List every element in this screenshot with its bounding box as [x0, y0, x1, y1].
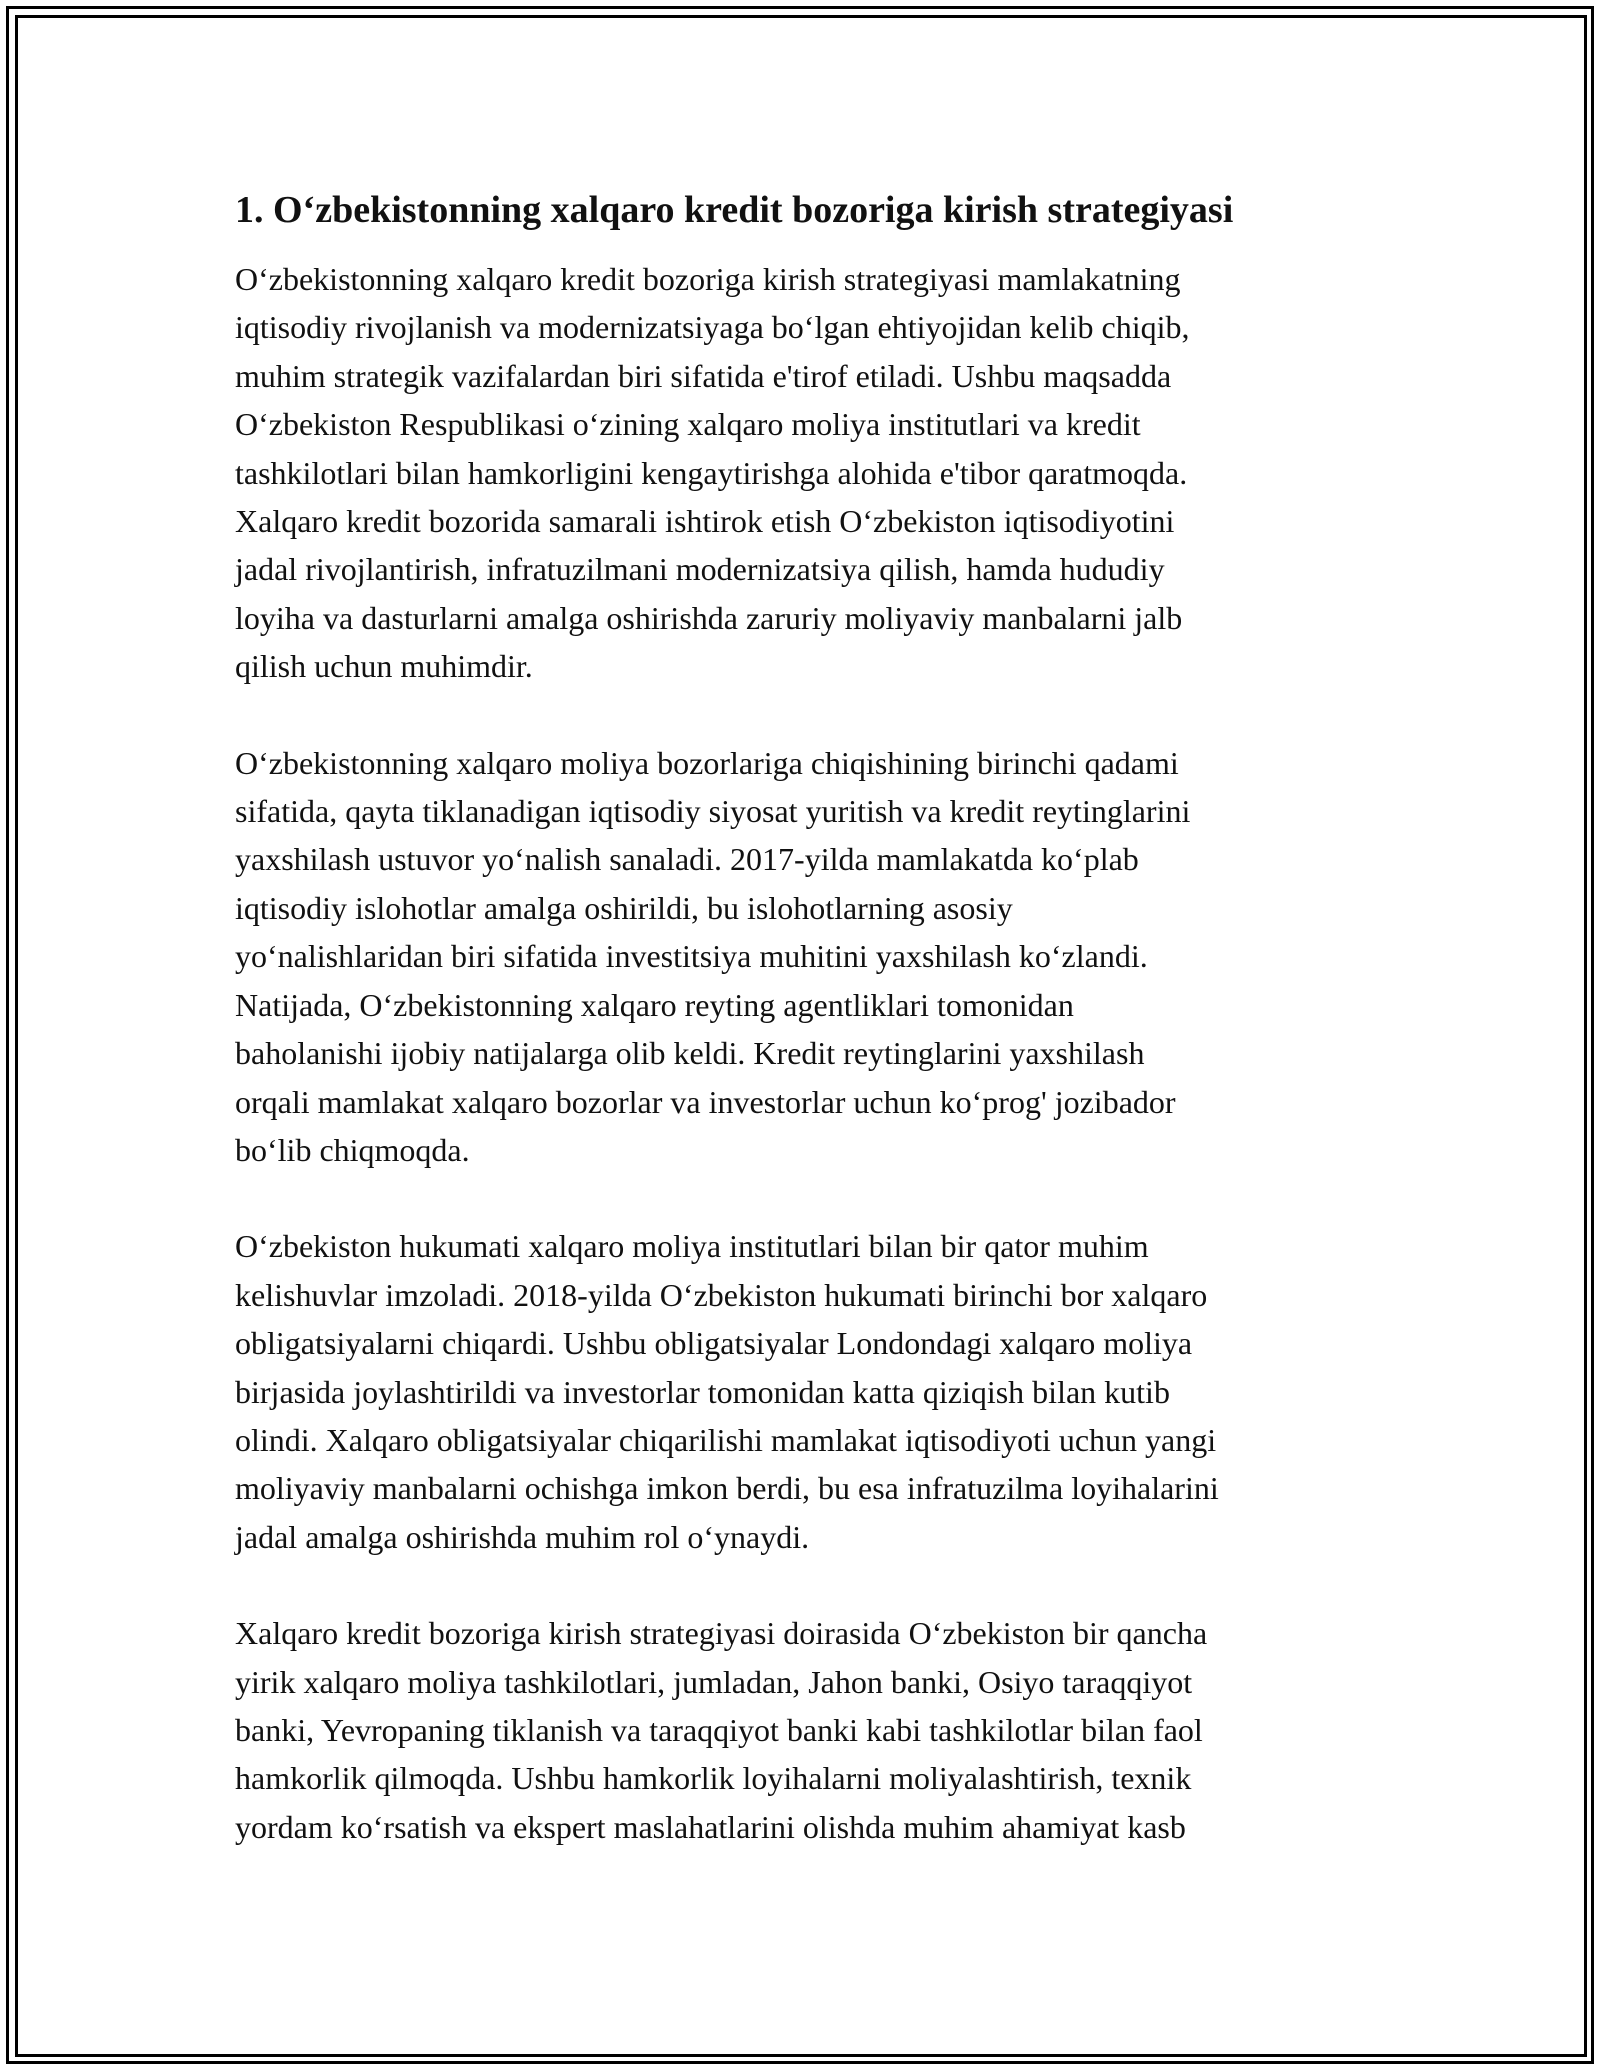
text-line: qilish uchun muhimdir. [235, 648, 533, 685]
text-line: Xalqaro kredit bozoriga kirish strategiyasi doirasida O‘zbekiston bir qancha [235, 1615, 1208, 1652]
text-line: tashkilotlari bilan hamkorligini kengaytirishga alohida e'tibor qaratmoqda. [235, 454, 1188, 491]
paragraph-4 [235, 1609, 1385, 1851]
paragraph-2 [235, 739, 1385, 1175]
text-line: yirik xalqaro moliya tashkilotlari, jumladan, Jahon banki, Osiyo taraqqiyot [235, 1663, 1193, 1700]
text-line: Natijada, O‘zbekistonning xalqaro reyting agentliklari tomonidan [235, 986, 1074, 1023]
text-line: muhim strategik vazifalardan biri sifatida e'tirof etiladi. Ushbu maqsadda [235, 357, 1172, 394]
text-line: jadal amalga oshirishda muhim rol o‘ynaydi. [235, 1518, 810, 1555]
text-line: O‘zbekiston hukumati xalqaro moliya institutlari bilan bir qator muhim [235, 1228, 1149, 1265]
text-line: orqali mamlakat xalqaro bozorlar va investorlar uchun ko‘prog' jozibador [235, 1083, 1176, 1120]
text-line: iqtisodiy islohotlar amalga oshirildi, bu islohotlarning asosiy [235, 889, 1013, 926]
text-line: O‘zbekistonning xalqaro kredit bozoriga kirish strategiyasi mamlakatning [235, 261, 1181, 297]
text-line: Xalqaro kredit bozorida samarali ishtirok etish O‘zbekiston iqtisodiyotini [235, 503, 1175, 540]
text-line: iqtisodiy rivojlanish va modernizatsiyaga bo‘lgan ehtiyojidan kelib chiqib, [235, 309, 1190, 346]
text-line: jadal rivojlantirish, infratuzilmani modernizatsiya qilish, hamda hududiy [235, 551, 1165, 588]
text-line: kelishuvlar imzoladi. 2018-yilda O‘zbekiston hukumati birinchi bor xalqaro [235, 1276, 1208, 1313]
text-line: yo‘nalishlaridan biri sifatida investitsiya muhitini yaxshilash ko‘zlandi. [235, 938, 1148, 975]
text-line: baholanishi ijobiy natijalarga olib keldi. Kredit reytinglarini yaxshilash [235, 1035, 1145, 1072]
text-line: O‘zbekistonning xalqaro moliya bozorlariga chiqishining birinchi qadami [235, 744, 1179, 781]
document-body [235, 185, 1385, 1899]
text-line: sifatida, qayta tiklanadigan iqtisodiy siyosat yuritish va kredit reytinglarini [235, 793, 1191, 830]
text-line: moliyaviy manbalarni ochishga imkon berdi, bu esa infratuzilma loyihalarini [235, 1470, 1219, 1507]
text-line: birjasida joylashtirildi va investorlar tomonidan katta qiziqish bilan kutib [235, 1373, 1170, 1410]
paragraph-3 [235, 1222, 1385, 1561]
text-line: O‘zbekiston Respublikasi o‘zining xalqaro moliya institutlari va kredit [235, 406, 1141, 443]
text-line: bo‘lib chiqmoqda. [235, 1131, 470, 1168]
text-line: olindi. Xalqaro obligatsiyalar chiqarilishi mamlakat iqtisodiyoti uchun yangi [235, 1421, 1217, 1458]
text-line: obligatsiyalarni chiqardi. Ushbu obligatsiyalar Londondagi xalqaro moliya [235, 1325, 1193, 1362]
text-line: loyiha va dasturlarni amalga oshirishda zaruriy moliyaviy manbalarni jalb [235, 599, 1183, 636]
text-line: hamkorlik qilmoqda. Ushbu hamkorlik loyihalarni moliyalashtirish, texnik [235, 1760, 1192, 1797]
text-line: yordam ko‘rsatish va ekspert maslahatlarini olishda muhim ahamiyat kasb [235, 1808, 1186, 1845]
paragraph-1 [235, 255, 1385, 691]
section-heading: 1. O‘zbekistonning xalqaro kredit bozoriga kirish strategiyasi [235, 189, 1234, 231]
text-line: yaxshilash ustuvor yo‘nalish sanaladi. 2017-yilda mamlakatda ko‘plab [235, 841, 1139, 878]
text-line: banki, Yevropaning tiklanish va taraqqiyot banki kabi tashkilotlar bilan faol [235, 1711, 1203, 1748]
